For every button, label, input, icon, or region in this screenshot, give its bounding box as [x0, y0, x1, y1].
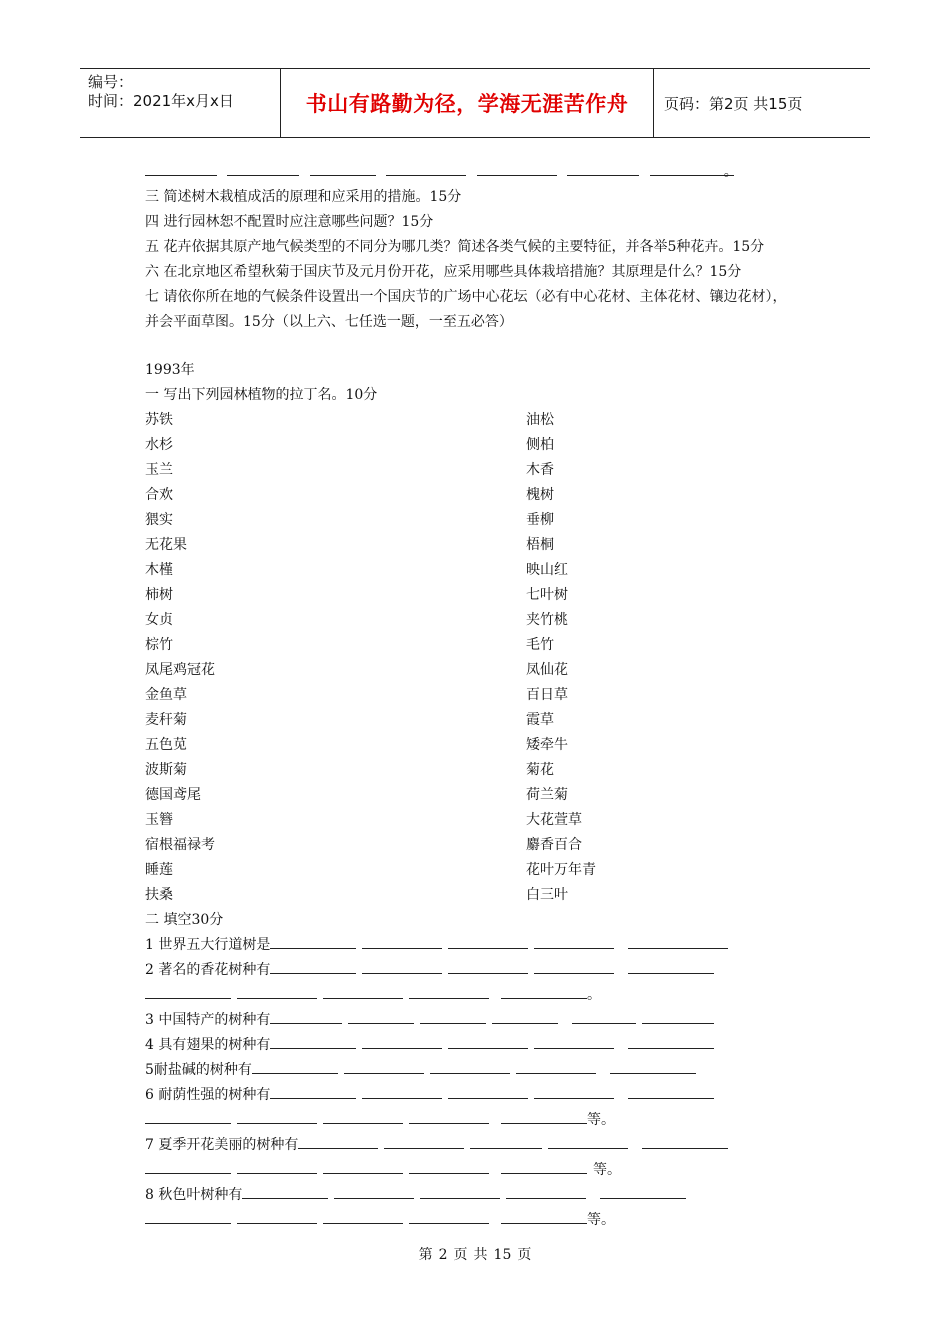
- section1-title: 一 写出下列园林植物的拉丁名。10分: [145, 387, 378, 403]
- plant-name-right: 花叶万年青: [526, 862, 596, 878]
- plant-row: [145, 633, 865, 658]
- fill-q8: [145, 1183, 865, 1208]
- plant-name-right: 荷兰菊: [526, 787, 568, 803]
- fill-q5: [145, 1058, 865, 1083]
- plant-name-left: 无花果: [145, 537, 187, 553]
- fill-q5-label: 5耐盐碱的树种有: [145, 1062, 252, 1078]
- fill-q8-label: 8 秋色叶树种有: [145, 1187, 243, 1203]
- blank: [448, 958, 528, 974]
- blank: [642, 1008, 714, 1024]
- blank: [270, 1008, 342, 1024]
- section2-title: 二 填空30分: [145, 912, 224, 928]
- fill-q6: [145, 1083, 865, 1108]
- blank: [600, 1183, 686, 1199]
- plant-name-left: 柿树: [145, 587, 173, 603]
- page-footer: [0, 1244, 950, 1264]
- number-label: 编号：: [88, 73, 134, 91]
- question-6: 六 在北京地区希望秋菊于国庆节及元月份开花，应采用哪些具体栽培措施？其原理是什么？15分: [145, 264, 742, 280]
- plant-name-right: 垂柳: [526, 512, 554, 528]
- plant-name-left: 宿根福禄考: [145, 837, 215, 853]
- blank: [534, 933, 614, 949]
- blank: [270, 958, 356, 974]
- time-label: 时间：2021年x月x日: [88, 92, 234, 110]
- blank: [145, 160, 217, 176]
- blank: [237, 983, 317, 999]
- page-header: [80, 68, 870, 138]
- plant-name-right: 梧桐: [526, 537, 554, 553]
- plant-row: [145, 808, 865, 833]
- blank: [501, 1108, 587, 1124]
- plant-row: [145, 433, 865, 458]
- footer-text: 页: [453, 1247, 468, 1263]
- period: 。: [587, 987, 601, 1003]
- plant-row: [145, 783, 865, 808]
- blank: [628, 958, 714, 974]
- plant-name-right: 侧柏: [526, 437, 554, 453]
- blank: [242, 1183, 328, 1199]
- plant-name-right: 木香: [526, 462, 554, 478]
- plant-name-left: 凤尾鸡冠花: [145, 662, 215, 678]
- plant-name-left: 波斯菊: [145, 762, 187, 778]
- blank: [534, 1083, 614, 1099]
- blank: [448, 1033, 528, 1049]
- blank: [362, 1033, 442, 1049]
- blank: [610, 1058, 696, 1074]
- blank: [448, 933, 528, 949]
- fill-q6-cont: [145, 1108, 865, 1133]
- plant-name-left: 水杉: [145, 437, 173, 453]
- blank: [362, 1083, 442, 1099]
- blank: [270, 1033, 356, 1049]
- blank: [386, 160, 466, 176]
- blank: [323, 983, 403, 999]
- question-3: 三 简述树木栽植成活的原理和应采用的措施。15分: [145, 189, 462, 205]
- fill-q4: [145, 1033, 865, 1058]
- plant-row: [145, 533, 865, 558]
- blank: [470, 1133, 542, 1149]
- blank: [628, 1033, 714, 1049]
- plant-row: [145, 883, 865, 908]
- plant-row: [145, 858, 865, 883]
- plant-name-left: 女贞: [145, 612, 173, 628]
- etc-text: 等。: [587, 1212, 615, 1228]
- blank: [430, 1058, 510, 1074]
- question-4: 四 进行园林恕不配置时应注意哪些问题？15分: [145, 214, 434, 230]
- plant-name-right: 凤仙花: [526, 662, 568, 678]
- plant-row: [145, 833, 865, 858]
- footer-text: 页: [517, 1247, 532, 1263]
- fill-q2: [145, 958, 865, 983]
- blank: [420, 1008, 486, 1024]
- plant-name-right: 麝香百合: [526, 837, 582, 853]
- blank: [252, 1058, 338, 1074]
- plant-row: [145, 408, 865, 433]
- fill-q6-label: 6 耐荫性强的树种有: [145, 1087, 271, 1103]
- blank-row: [145, 160, 865, 185]
- blank: [409, 1108, 489, 1124]
- fill-q7-cont: [145, 1158, 865, 1183]
- document-body: [145, 160, 865, 1233]
- fill-q2-cont: [145, 983, 865, 1008]
- blank: [237, 1158, 317, 1174]
- fill-q7-label: 7 夏季开花美丽的树种有: [145, 1137, 299, 1153]
- fill-q4-label: 4 具有翅果的树种有: [145, 1037, 271, 1053]
- plant-name-right: 菊花: [526, 762, 554, 778]
- blank: [572, 1008, 636, 1024]
- blank: [477, 160, 557, 176]
- blank: [534, 1033, 614, 1049]
- blank: [501, 983, 587, 999]
- blank: [642, 1133, 728, 1149]
- blank: [227, 160, 299, 176]
- plant-name-left: 德国鸢尾: [145, 787, 201, 803]
- plant-row: [145, 708, 865, 733]
- plant-row: [145, 758, 865, 783]
- plant-row: [145, 658, 865, 683]
- blank: [501, 1158, 587, 1174]
- plant-name-left: 睡莲: [145, 862, 173, 878]
- footer-text: 共: [473, 1247, 488, 1263]
- blank: [409, 1208, 489, 1224]
- plant-name-right: 映山红: [526, 562, 568, 578]
- plant-name-right: 夹竹桃: [526, 612, 568, 628]
- plant-name-left: 棕竹: [145, 637, 173, 653]
- question-7: 七 请依你所在地的气候条件设置出一个国庆节的广场中心花坛（必有中心花材、主体花材、镶边花材），: [145, 289, 787, 305]
- plant-name-right: 七叶树: [526, 587, 568, 603]
- plant-row: [145, 583, 865, 608]
- blank: [270, 933, 356, 949]
- footer-total-pages: 15: [493, 1247, 512, 1263]
- plant-name-left: 苏铁: [145, 412, 173, 428]
- plant-name-left: 玉兰: [145, 462, 173, 478]
- blank: [237, 1108, 317, 1124]
- blank: [506, 1183, 586, 1199]
- blank: [323, 1208, 403, 1224]
- plant-row: [145, 508, 865, 533]
- blank: [348, 1008, 414, 1024]
- blank: [362, 958, 442, 974]
- plant-row: [145, 733, 865, 758]
- blank: [145, 983, 231, 999]
- plant-name-left: 麦秆菊: [145, 712, 187, 728]
- plant-name-right: 霞草: [526, 712, 554, 728]
- etc-text: 等。: [593, 1162, 621, 1178]
- plant-name-right: 大花萱草: [526, 812, 582, 828]
- blank: [145, 1108, 231, 1124]
- blank: [548, 1133, 628, 1149]
- fill-q8-cont: [145, 1208, 865, 1233]
- blank: [534, 958, 614, 974]
- plant-row: [145, 683, 865, 708]
- fill-q3: [145, 1008, 865, 1033]
- fill-q2-label: 2 著名的香花树种有: [145, 962, 271, 978]
- plant-name-right: 油松: [526, 412, 554, 428]
- blank: [628, 1083, 714, 1099]
- plant-name-left: 玉簪: [145, 812, 173, 828]
- blank: [362, 933, 442, 949]
- blank: [420, 1183, 500, 1199]
- period: 。: [723, 164, 738, 180]
- blank: [270, 1083, 356, 1099]
- blank: [650, 160, 734, 176]
- question-5: 五 花卉依据其原产地气候类型的不同分为哪几类？简述各类气候的主要特征，并各举5种花卉。15分: [145, 239, 765, 255]
- blank: [334, 1183, 414, 1199]
- plant-name-left: 猥实: [145, 512, 173, 528]
- blank: [344, 1058, 424, 1074]
- blank: [145, 1158, 231, 1174]
- fill-q3-label: 3 中国特产的树种有: [145, 1012, 271, 1028]
- year-heading: 1993年: [145, 362, 195, 378]
- fill-q7: [145, 1133, 865, 1158]
- blank: [145, 1208, 231, 1224]
- plant-name-left: 木槿: [145, 562, 173, 578]
- motto: 书山有路勤为径，学海无涯苦作舟: [281, 69, 654, 137]
- blank: [501, 1208, 587, 1224]
- page-info: 页码：第2页 共15页: [664, 94, 803, 113]
- plant-name-left: 扶桑: [145, 887, 173, 903]
- blank: [323, 1108, 403, 1124]
- fill-q1-label: 1 世界五大行道树是: [145, 937, 271, 953]
- plant-row: [145, 608, 865, 633]
- plant-name-left: 合欢: [145, 487, 173, 503]
- plant-row: [145, 458, 865, 483]
- plant-name-left: 五色苋: [145, 737, 187, 753]
- blank: [384, 1133, 464, 1149]
- fill-q1: [145, 933, 865, 958]
- plant-name-left: 金鱼草: [145, 687, 187, 703]
- plant-row: [145, 558, 865, 583]
- plant-name-right: 矮牵牛: [526, 737, 568, 753]
- plant-row: [145, 483, 865, 508]
- blank: [567, 160, 639, 176]
- footer-text: 第: [418, 1247, 433, 1263]
- plant-name-right: 毛竹: [526, 637, 554, 653]
- blank: [323, 1158, 403, 1174]
- blank: [237, 1208, 317, 1224]
- footer-page-number: 2: [438, 1247, 448, 1263]
- question-7-cont: 并会平面草图。15分（以上六、七任选一题，一至五必答）: [145, 314, 513, 330]
- plant-list: [145, 408, 865, 908]
- blank: [492, 1008, 558, 1024]
- blank: [516, 1058, 596, 1074]
- blank: [409, 983, 489, 999]
- blank: [409, 1158, 489, 1174]
- blank: [310, 160, 376, 176]
- plant-name-right: 百日草: [526, 687, 568, 703]
- blank: [298, 1133, 378, 1149]
- blank: [448, 1083, 528, 1099]
- blank: [628, 933, 728, 949]
- plant-name-right: 槐树: [526, 487, 554, 503]
- etc-text: 等。: [587, 1112, 615, 1128]
- header-left-cell: [80, 69, 281, 137]
- plant-name-right: 白三叶: [526, 887, 568, 903]
